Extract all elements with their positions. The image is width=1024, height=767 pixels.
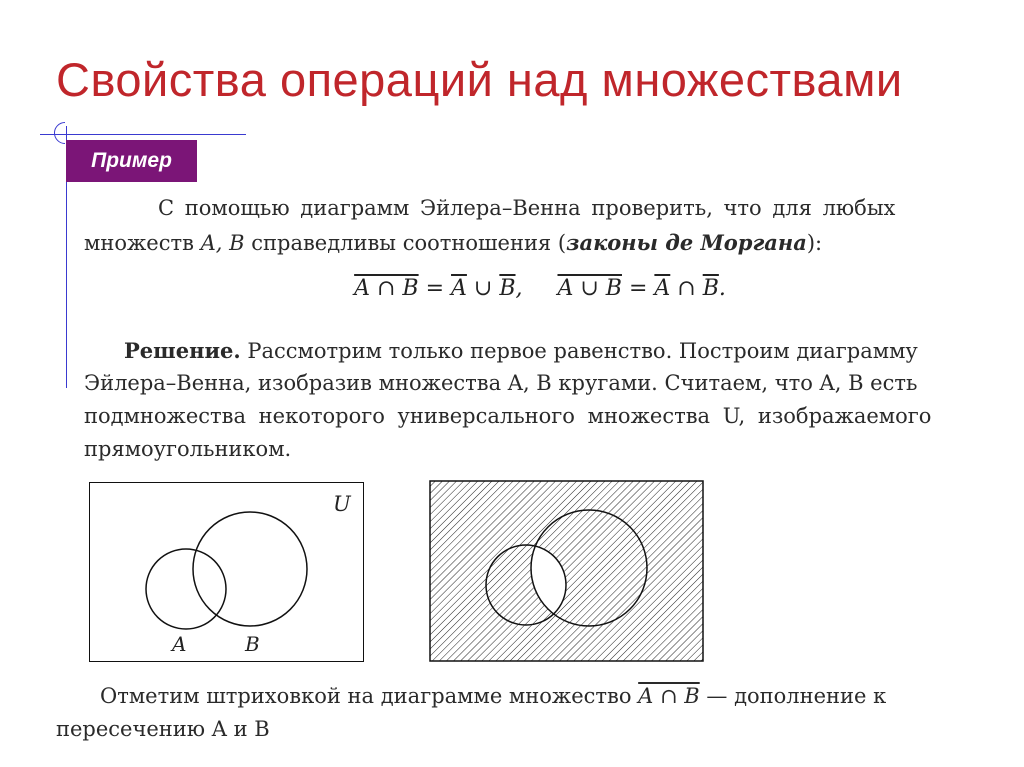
hatched-universe	[430, 481, 703, 661]
intro-line-2: множеств A, B справедливы соотношения (законы де Моргана):	[84, 230, 823, 255]
solution-line-4: прямоугольником.	[84, 437, 292, 461]
solution-line-3: подмножества некоторого универсального множества U, изображаемого	[84, 404, 932, 428]
venn-plain-svg	[90, 483, 362, 660]
example-badge: Пример	[66, 140, 197, 182]
decorative-horizontal-line	[40, 134, 246, 135]
footer-line-2: пересечению A и B	[56, 717, 270, 741]
venn-diagram-hatched	[429, 480, 705, 662]
footer-line-1: Отметим штриховкой на диаграмме множество A ∩ B — дополнение к	[100, 684, 887, 708]
solution-line-1: Решение. Рассмотрим только первое равенство. Построим диаграмму	[124, 338, 918, 363]
circle-a	[146, 549, 226, 629]
venn-diagram-plain	[89, 482, 364, 662]
intro-line-1: С помощью диаграмм Эйлера–Венна проверить, что для любых	[158, 196, 896, 220]
circle-b	[193, 512, 307, 626]
de-morgan-formula: A ∩ $B = \overline{A}$ ∪ $\overline{B}$, A ∪ $B = \overline{A}$ ∩ $\overline{B}$.	[354, 276, 726, 301]
slide-title: Свойства операций над множествами	[56, 53, 903, 106]
solution-line-2: Эйлера–Венна, изобразив множества A, B кругами. Считаем, что A, B есть	[84, 371, 918, 395]
universe-label: U	[333, 492, 351, 516]
label-a: A	[172, 632, 187, 656]
label-b: B	[245, 632, 260, 656]
